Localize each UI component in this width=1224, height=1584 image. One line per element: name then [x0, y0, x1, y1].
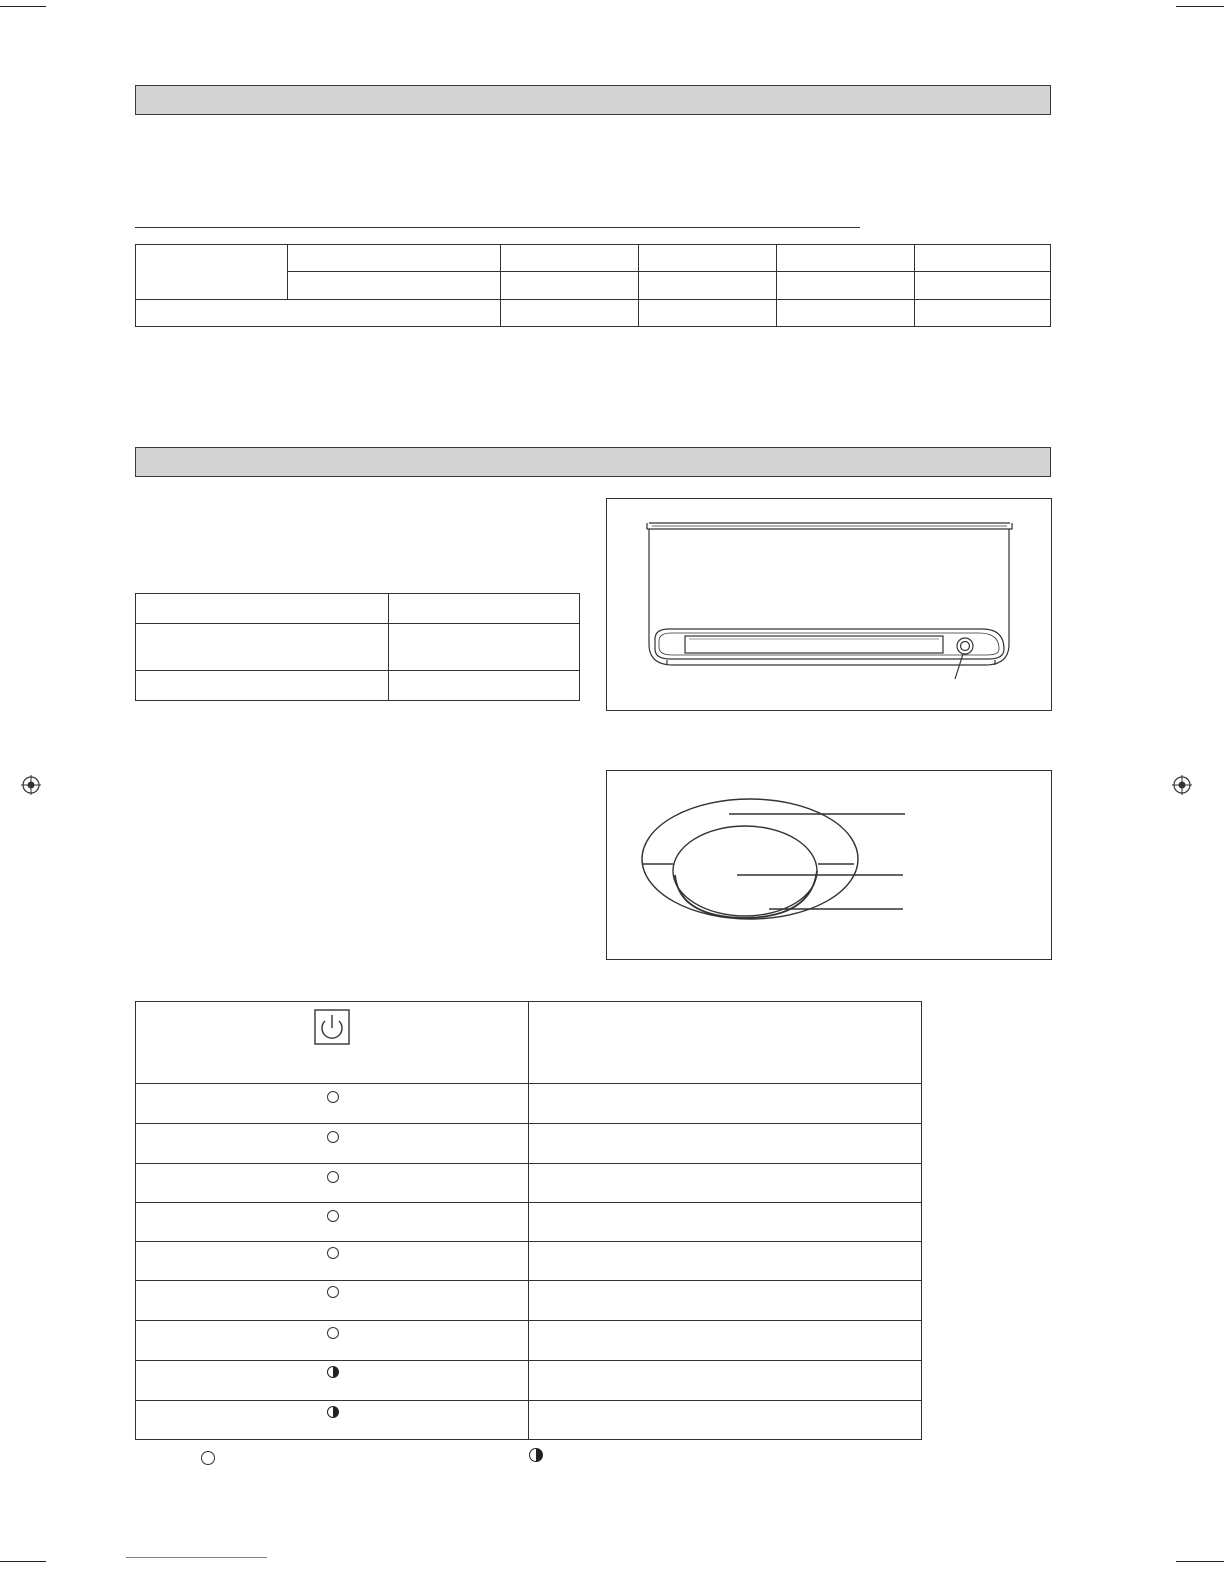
- indicator-table-row-desc: [528, 1083, 922, 1124]
- indicator-table-row-desc: [528, 1280, 922, 1321]
- legend-off-circle-icon: [201, 1451, 215, 1465]
- indicator-table-row: [135, 1123, 529, 1164]
- off-circle-icon: [327, 1091, 339, 1103]
- indicator-table-row-desc: [528, 1241, 922, 1281]
- off-circle-icon: [327, 1210, 339, 1222]
- indicator-table-row: [135, 1280, 529, 1321]
- spec-table-cell: [135, 244, 288, 300]
- off-circle-icon: [327, 1247, 339, 1259]
- section-rule: [135, 227, 860, 228]
- spec-table-cell: [914, 244, 1051, 272]
- indicator-table-row-desc: [528, 1202, 922, 1242]
- spec-table-cell: [776, 244, 915, 272]
- spec-table-cell: [500, 244, 639, 272]
- crop-mark-bottom-left: [0, 1561, 46, 1562]
- indicator-table-row-desc: [528, 1400, 922, 1440]
- legend-half-circle-icon: [529, 1448, 543, 1462]
- off-circle-icon: [327, 1171, 339, 1183]
- indicator-table-row-desc: [528, 1123, 922, 1164]
- spec-table-cell: [287, 271, 501, 300]
- indoor-unit-drawing: [607, 499, 1051, 710]
- spec-table-cell: [638, 271, 777, 300]
- mode-table-cell: [388, 670, 580, 701]
- footer-link-underline[interactable]: [126, 1557, 267, 1558]
- crop-mark-top-left: [0, 6, 46, 7]
- indicator-table: [135, 1001, 922, 1440]
- indicator-table-row: [135, 1400, 529, 1440]
- spec-table-cell: [638, 299, 777, 327]
- spec-table-cell: [776, 299, 915, 327]
- mode-table-cell: [388, 623, 580, 671]
- spec-table: [135, 244, 1051, 327]
- indicator-table-row: [135, 1163, 529, 1203]
- off-circle-icon: [327, 1286, 339, 1298]
- button-detail-figure: [606, 770, 1052, 960]
- indicator-table-row: [135, 1241, 529, 1281]
- section-header-band-2: [135, 447, 1051, 477]
- crop-mark-bottom-right: [1176, 1561, 1224, 1562]
- mode-table-cell: [135, 623, 389, 671]
- spec-table-cell: [287, 244, 501, 272]
- indicator-table-row-desc: [528, 1320, 922, 1361]
- indicator-table-row: [135, 1202, 529, 1242]
- spec-table-cell: [638, 244, 777, 272]
- spec-table-cell: [914, 271, 1051, 300]
- indicator-table-header-right: [528, 1001, 922, 1084]
- indicator-table-row-desc: [528, 1360, 922, 1401]
- indicator-table-row: [135, 1083, 529, 1124]
- registration-mark-right: [1171, 774, 1193, 796]
- indicator-table-row-desc: [528, 1163, 922, 1203]
- mode-table-cell: [135, 670, 389, 701]
- off-circle-icon: [327, 1327, 339, 1339]
- spec-table-cell: [500, 299, 639, 327]
- indicator-table-header-left: [135, 1001, 529, 1084]
- indicator-table-row: [135, 1320, 529, 1361]
- button-detail-drawing: [607, 771, 1051, 959]
- indicator-table-row: [135, 1360, 529, 1401]
- off-circle-icon: [327, 1131, 339, 1143]
- indoor-unit-figure: [606, 498, 1052, 711]
- registration-mark-left: [20, 774, 42, 796]
- spec-table-cell: [776, 271, 915, 300]
- spec-table-cell: [914, 299, 1051, 327]
- mode-table: [135, 593, 580, 701]
- half-circle-icon: [327, 1406, 339, 1418]
- mode-table-cell: [388, 593, 580, 624]
- mode-table-cell: [135, 593, 389, 624]
- half-circle-icon: [327, 1366, 339, 1378]
- spec-table-cell: [500, 271, 639, 300]
- section-header-band-1: [135, 85, 1051, 115]
- crop-mark-top-right: [1176, 6, 1224, 7]
- power-icon: [314, 1009, 350, 1045]
- spec-table-cell: [135, 299, 501, 327]
